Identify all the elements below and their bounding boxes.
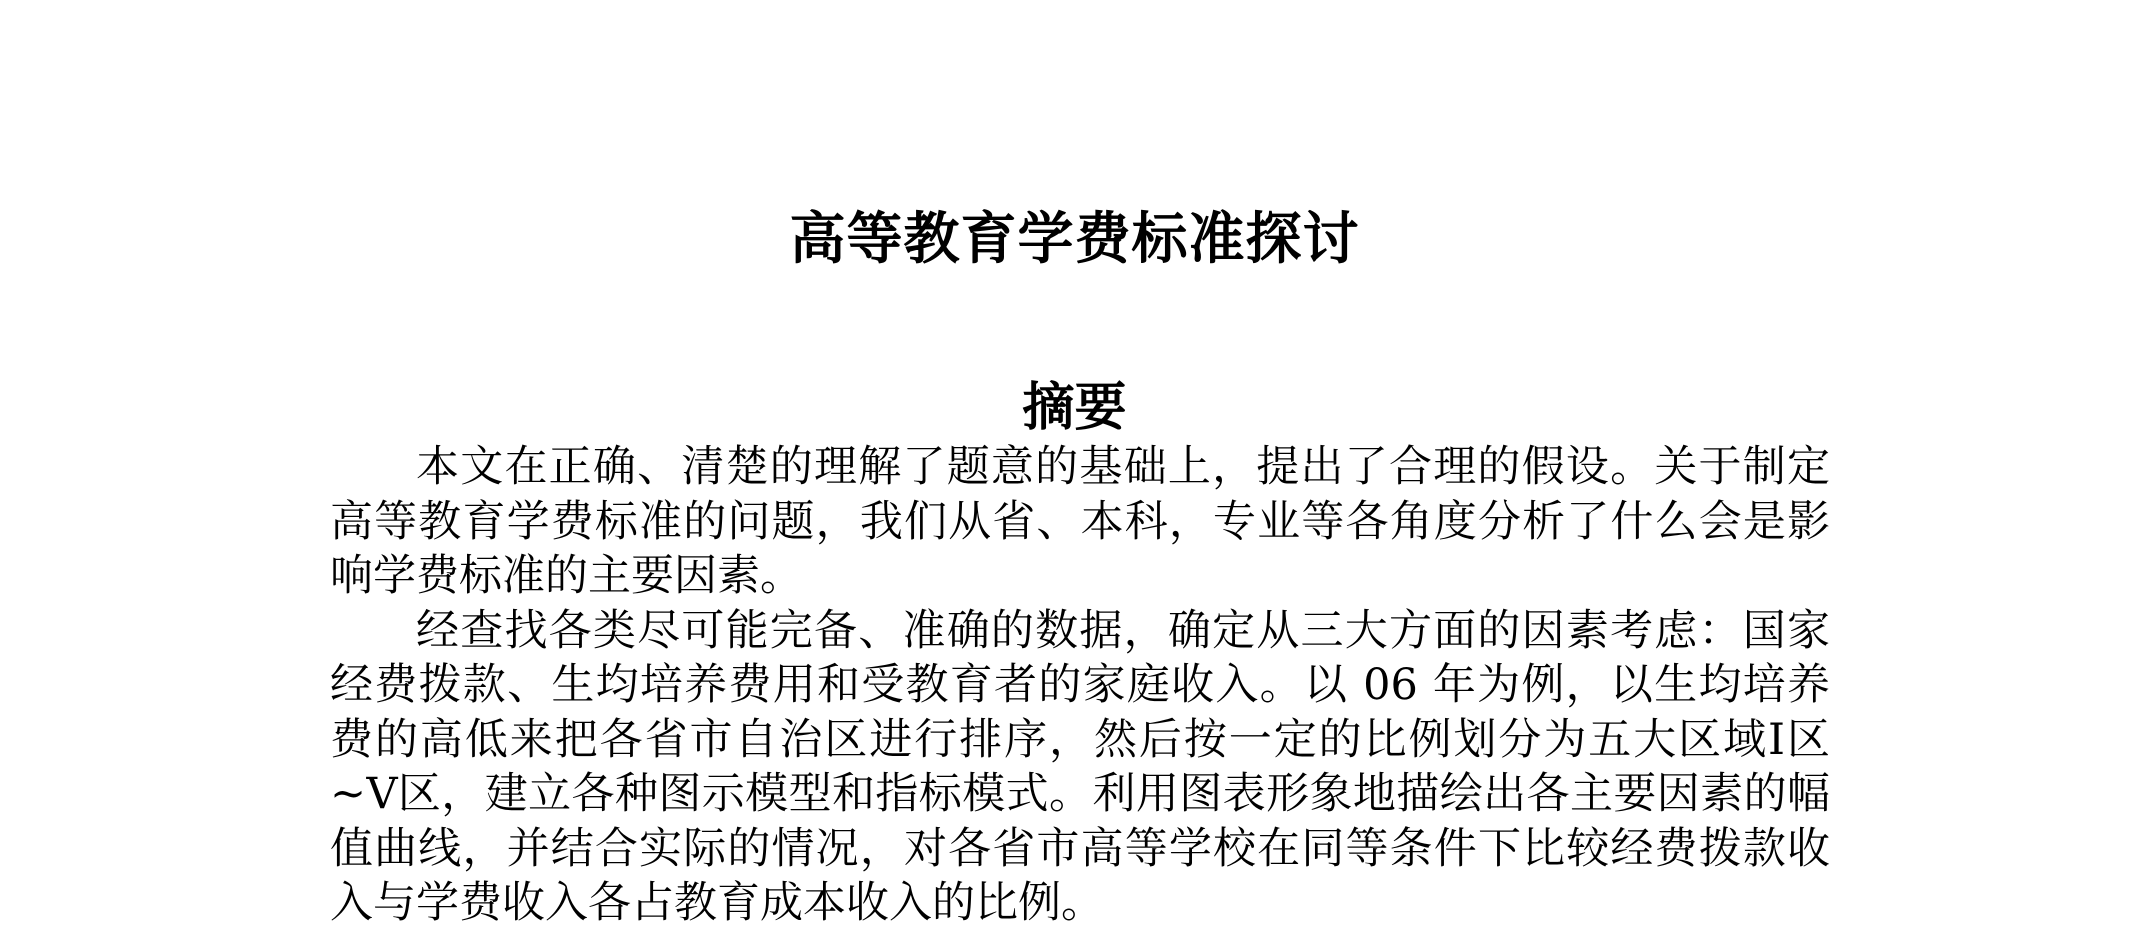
abstract-body — [330, 440, 1830, 931]
document-title: 高等教育学费标准探讨 — [789, 207, 1360, 272]
abstract-paragraph-1: 本文在正确、清楚的理解了题意的基础上，提出了合理的假设。关于制定高等教育学费标准的问题，我们从省、本科，专业等各角度分析了什么会是影响学费标准的主要因素。 — [330, 442, 1830, 601]
abstract-heading: 摘要 — [1022, 378, 1127, 438]
abstract-paragraph-2: 经查找各类尽可能完备、准确的数据，确定从三大方面的因素考虑：国家经费拨款、生均培养费用和受教育者的家庭收入。以 06 年为例，以生均培养费的高低来把各省市自治区进行排序，然后按一定的比例划分为五大区域Ⅰ区~Ⅴ区，建立各种图示模型和指标模式。利用图表形象地描绘出各主要因素的幅值曲线，并结合实际的情况，对各省市高等学校在同等条件下比较经费拨款收入与学费收入各占教育成本收入的比例。 — [330, 605, 1830, 928]
